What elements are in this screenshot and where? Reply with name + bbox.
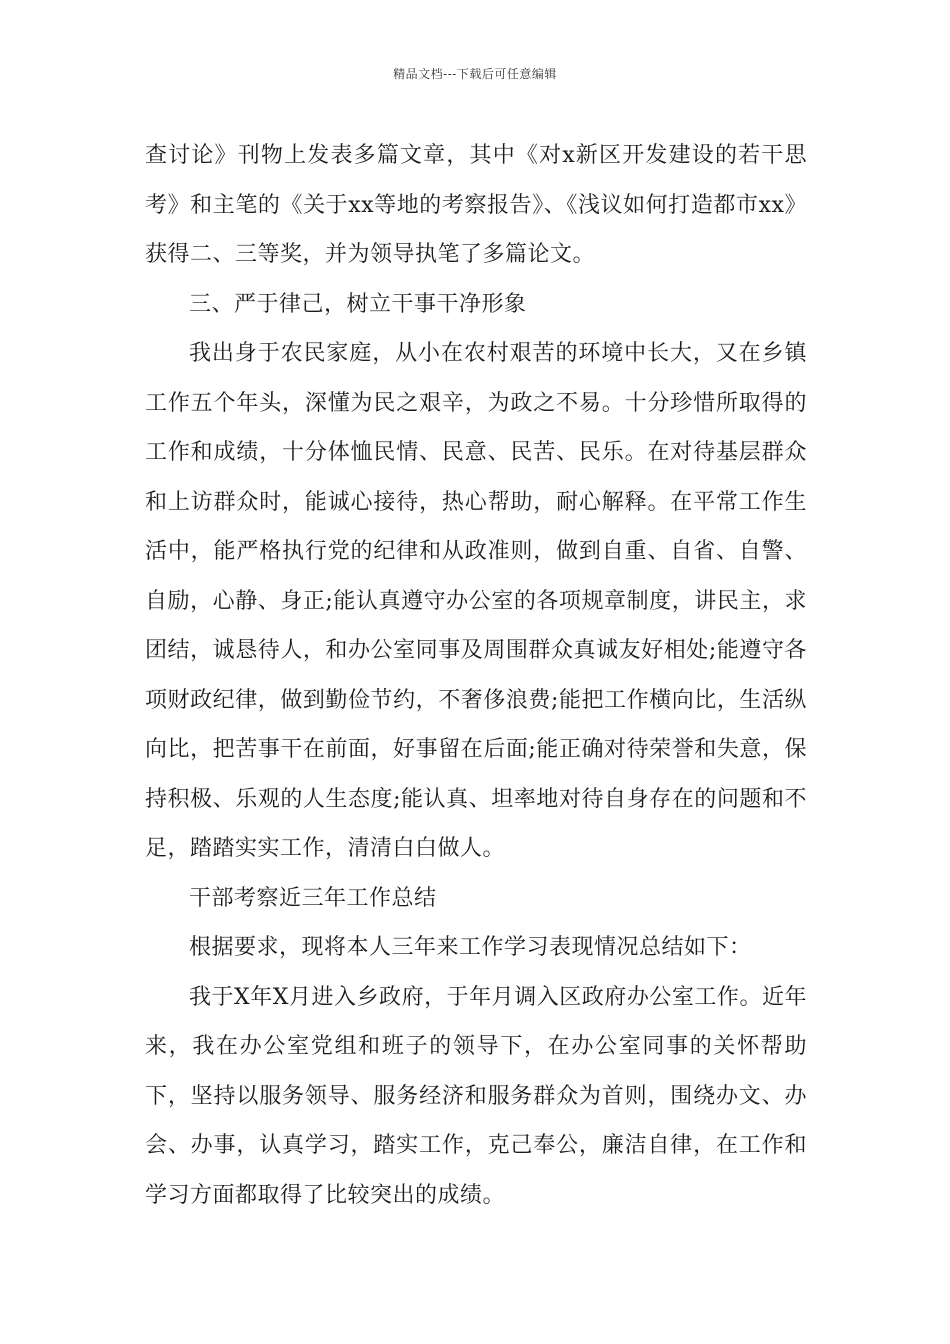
paragraph-intro: 根据要求，现将本人三年来工作学习表现情况总结如下： <box>189 935 752 960</box>
page-header: 精品文档---下载后可任意编辑 <box>393 67 557 81</box>
paragraph-work-history: 我于X年X月进入乡政府，于年月调入区政府办公室工作。近年来，我在办公室党组和班子的领导下，在办公室同事的关怀帮助下，坚持以服务领导、服务经济和服务群众为首则，围绕办文、办会、办事，认真学习，踏实工作，克己奉公，廉洁自律，在工作和学习方面都取得了比较突出的成绩。 <box>145 984 807 1208</box>
section-heading-three: 三、严于律己，树立干事干净形象 <box>189 291 527 317</box>
document-title-summary: 干部考察近三年工作总结 <box>189 885 437 911</box>
paragraph-self-discipline: 我出身于农民家庭，从小在农村艰苦的环境中长大，又在乡镇工作五个年头，深懂为民之艰辛，为政之不易。十分珍惜所取得的工作和成绩，十分体恤民情、民意、民苦、民乐。在对待基层群众和上访群众时，能诚心接待，热心帮助，耐心解释。在平常工作生活中，能严格执行党的纪律和从政准则，做到自重、自省、自警、自励，心静、身正;能认真遵守办公室的各项规章制度，讲民主，求团结，诚恳待人，和办公室同事及周围群众真诚友好相处;能遵守各项财政纪律，做到勤俭节约，不奢侈浪费;能把工作横向比，生活纵向比，把苦事干在前面，好事留在后面;能正确对待荣誉和失意，保持积极、乐观的人生态度;能认真、坦率地对待自身存在的问题和不足，踏踏实实工作，清清白白做人。 <box>145 341 807 861</box>
paragraph-continuation: 查讨论》刊物上发表多篇文章，其中《对x新区开发建设的若干思考》和主笔的《关于xx等地的考察报告》、《浅议如何打造都市xx》获得二、三等奖，并为领导执笔了多篇论文。 <box>145 143 807 267</box>
document-body <box>145 131 807 1220</box>
